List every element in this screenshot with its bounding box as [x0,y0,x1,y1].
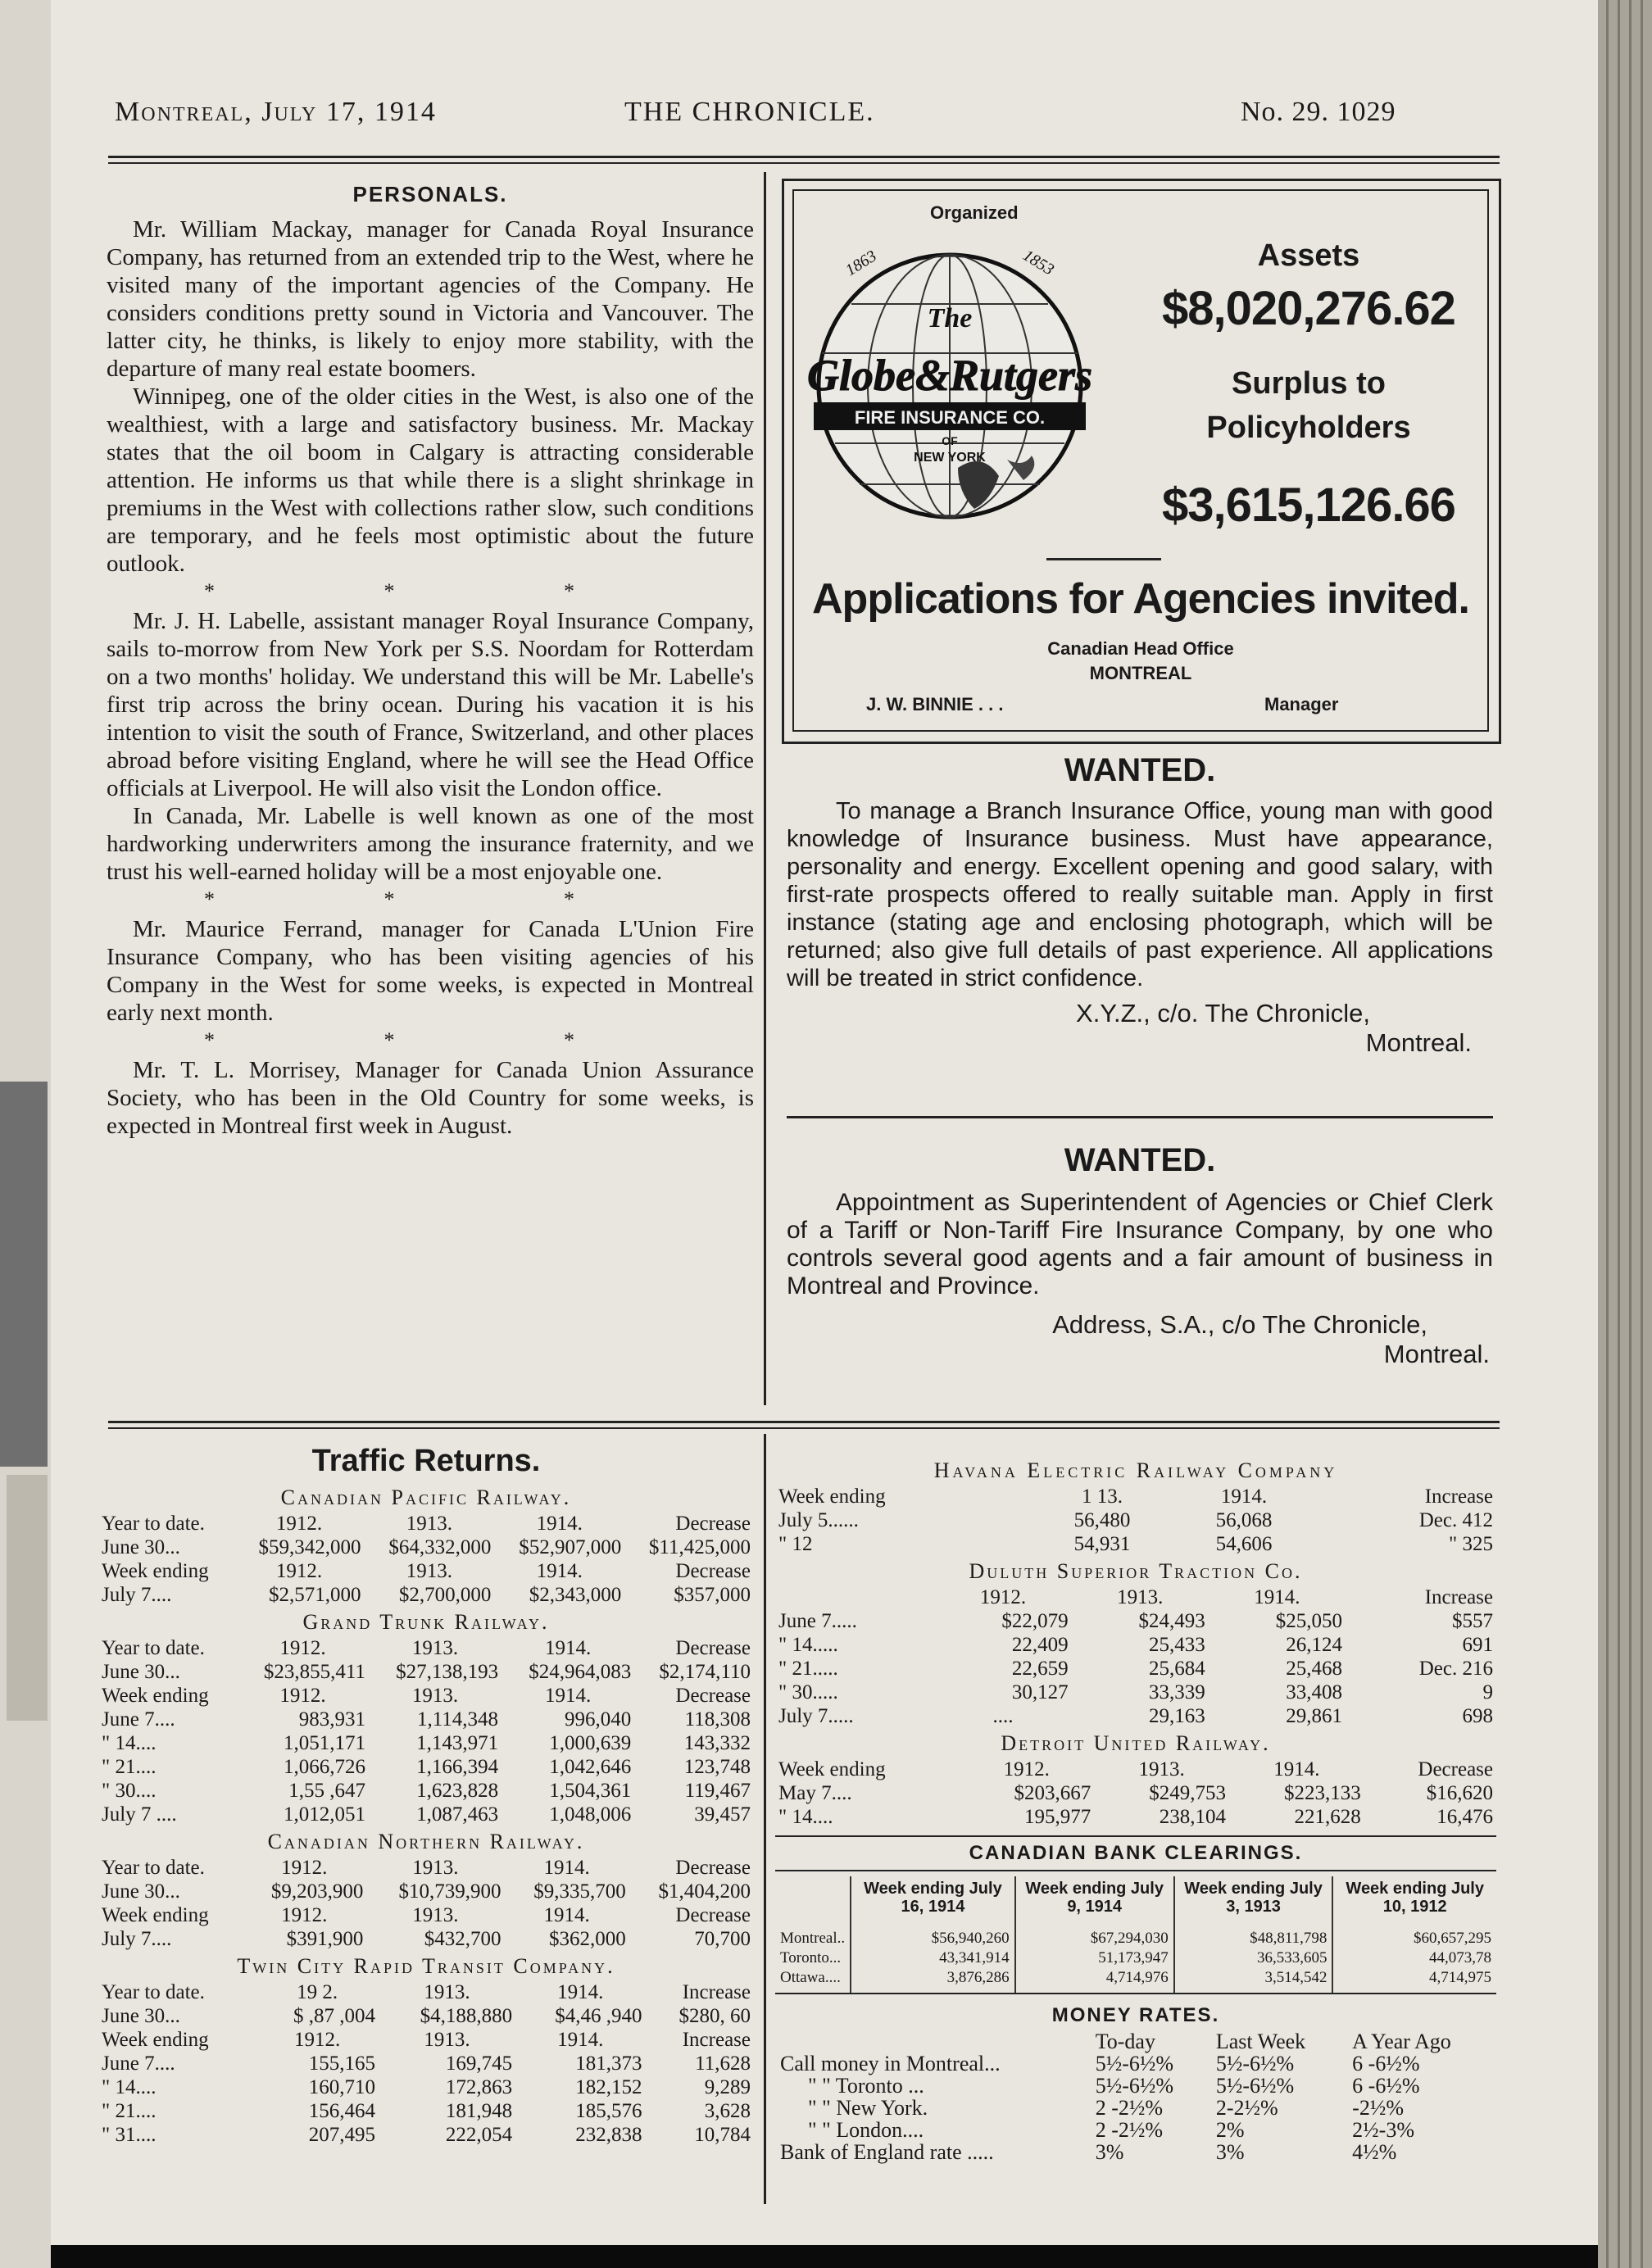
duluth-table: 1912. 1913. 1914. Increase June 7..... $22,079 $24,493 $25,050 $557 " 14..... 22,409 25,433 26,124 691 " 21..... 22,659 25,684 25,468 Dec. 216 " 30..... 30,127 33,339 33,408 9 July 7..... .... 29,163 29,861 698 [778,1586,1493,1727]
traffic-title: Traffic Returns. [311,1444,541,1478]
logo-year-right: 1853 [1019,246,1057,279]
gtr-table: Year to date. 1912. 1913. 1914. Decrease June 30... $23,855,411 $27,138,193 $24,964,083 $2,174,110 Week ending 1912. 1913. 1914. Decrease June 7.... 983,931 1,114,348 996,040 118,308 " 14.... 1,051,171 1,143,971 1,000,639 143,332 " 21.... 1,066,726 1,166,394 1,042,646 123,748 " 30.... 1,55 ,647 1,623,828 1,504,361 119,467 July 7 .... 1,012,051 1,087,463 1,048,006 39,457 [102,1637,751,1826]
wanted-ad-1 [787,752,1493,1058]
manager-title: Manager [1264,694,1339,714]
header-title: THE CHRONICLE. [624,97,875,127]
money-rates-title: MONEY RATES. [1051,2004,1220,2026]
traffic-returns [98,1444,754,2147]
wanted-body: To manage a Branch Insurance Office, young man with good knowledge of Insurance business. Must have appearance, personality and energy. Excellent opening and good salary, with first-rate prospects offered to really suitable man. Apply in first instance (stating age and enclosing photograph, which will be returned; also give full details of past experience. All applications will be treated in strict confidence. [787,798,1493,991]
right-page-edge [1598,0,1652,2268]
assets-value: $8,020,276.62 [1162,282,1455,335]
column-divider-bottom [764,1434,766,2204]
personals-paragraph: In Canada, Mr. Labelle is well known as one of the most hardworking underwriters among the insurance fraternity, and we trust his well-earned holiday will be a most enjoyable one. [107,803,754,885]
logo-the: The [927,303,973,333]
wanted-signature-city: Montreal. [1383,1340,1490,1368]
ad-organized: Organized [930,202,1019,223]
section-separator: * * * [204,887,656,911]
personals-paragraph: Mr. J. H. Labelle, assistant manager Royal Insurance Company, sails to-morrow from New York per S.S. Noordam for Rotterdam on a two months' holiday. We understand this will be Mr. Labelle's first trip across the briny ocean. During his vacation it is his intention to visit the south of France, Switzerland, and other places abroad before visiting England, where he will see the Head Office officials at Liverpool. He will also visit the London office. [107,608,754,801]
logo-name: Globe&Rutgers [806,351,1093,400]
railway-name: Twin City Rapid Transit Company. [237,1954,615,1978]
cpr-table: Year to date. 1912. 1913. 1914. Decrease June 30... $59,342,000 $64,332,000 $52,907,000 $11,425,000 Week ending 1912. 1913. 1914. Decrease July 7.... $2,571,000 $2,700,000 $2,343,000 $357,000 [102,1513,751,1606]
logo-city: NEW YORK [914,451,986,465]
personals-paragraph: Winnipeg, one of the older cities in the West, is also one of the wealthiest, with a large and satisfactory business. Mr. Mackay states that the oil boom in Calgary is attracting considerable attention. He informs us that while there is a slight shrinkage in premiums in the West with collections rather slow, such conditions are temporary, and he feels most optimistic about the future outlook. [107,383,754,577]
twin-city-table: Year to date. 19 2. 1913. 1914. Increase June 30... $ ,87 ,004 $4,188,880 $4,46 ,940 $280, 60 Week ending 1912. 1913. 1914. Increase June 7.... 155,165 169,745 181,373 11,628 " 14.... 160,710 172,863 182,152 9,289 " 21.... 156,464 181,948 185,576 3,628 " 31.... 207,495 222,054 232,838 10,784 [102,1981,751,2146]
header-page-number: No. 29. 1029 [1241,97,1396,127]
personals-paragraph: Mr. Maurice Ferrand, manager for Canada L'Union Fire Insurance Company, who has been visiting agencies of his Company in the West for some weeks, is expected in Montreal early next month. [107,916,754,1026]
clearings-title: CANADIAN BANK CLEARINGS. [969,1842,1303,1864]
company-name: Detroit United Railway. [1001,1731,1271,1755]
surplus-value: $3,615,126.66 [1162,479,1455,532]
wanted-signature: X.Y.Z., c/o. The Chronicle, [1076,999,1370,1027]
right-lower-column [775,1455,1496,2163]
column-divider [764,172,766,1405]
agencies-invited: Applications for Agencies invited. [812,575,1469,623]
company-name: Duluth Superior Traction Co. [969,1559,1303,1583]
logo-year-left: 1863 [842,247,880,280]
header-date: Montreal, July 17, 1914 [115,97,437,127]
bank-clearings-table: Week ending July 16, 1914 Week ending July 9, 1914 Week ending July 3, 1913 Week ending July 10, 1912 Montreal.. $56,940,260 $67,294,030 $48,811,798 $60,657,295 Toronto... 43,341,914 51,173,947 36,533,605 44,073,78 Ottawa.... 3,876,286 4,714,976 3,514,542 4,714,975 [775,1876,1496,1993]
wanted-ad-2 [787,1142,1493,1369]
globe-rutgers-ad [782,179,1501,744]
railway-name: Canadian Pacific Railway. [280,1486,572,1509]
money-rates-table: To-day Last Week A Year Ago Call money in Montreal... 5½-6½% 5½-6½% 6 -6½% " " Toronto ... 5½-6½% 5½-6½% 6 -6½% " " New York. 2 -2½% 2-2½% -2½% " " London.... 2 -2½% 2% 2½-3% Bank of England rate ..... 3% 3% 4½% [780,2030,1451,2164]
head-office: Canadian Head Office [1047,638,1234,659]
logo-of: OF [942,434,958,447]
railway-name: Canadian Northern Railway. [267,1830,585,1853]
surplus-label-2: Policyholders [1206,411,1411,445]
detroit-table: Week ending 1912. 1913. 1914. Decrease May 7.... $203,667 $249,753 $223,133 $16,620 " 14.... 195,977 238,104 221,628 16,476 [778,1758,1493,1828]
logo-band-text: FIRE INSURANCE CO. [854,407,1046,428]
wanted-signature: Address, S.A., c/o The Chronicle, [1052,1310,1427,1339]
wanted-body: Appointment as Superintendent of Agencies or Chief Clerk of a Tariff or Non-Tariff Fire Insurance Company, by one who controls several good agents and a fair amount of business in Montreal and Province. [787,1189,1493,1300]
newspaper-page [51,0,1598,2245]
section-separator: * * * [204,579,656,603]
head-office-city: MONTREAL [1089,663,1192,683]
wanted-title: WANTED. [1064,1142,1216,1178]
surplus-label: Surplus to [1232,366,1386,401]
personals-title: PERSONALS. [352,182,508,206]
manager-name: J. W. BINNIE . . . [866,694,1004,714]
wanted-signature-city: Montreal. [1365,1028,1472,1057]
header-rule [108,156,1500,158]
section-separator: * * * [204,1028,656,1052]
personals-paragraph: Mr. T. L. Morrisey, Manager for Canada Union Assurance Society, who has been in the Old Country for some weeks, is expected in Montreal first week in August. [107,1057,754,1139]
left-page-edge [0,0,51,2268]
cnr-table: Year to date. 1912. 1913. 1914. Decrease June 30... $9,203,900 $10,739,900 $9,335,700 $1,404,200 Week ending 1912. 1913. 1914. Decrease July 7.... $391,900 $432,700 $362,000 70,700 [102,1857,751,1950]
assets-label: Assets [1257,238,1360,273]
personals-column [107,182,754,1140]
havana-table: Week ending 1 13. 1914. Increase July 5...... 56,480 56,068 Dec. 412 " 12 54,931 54,606 " 325 [778,1486,1493,1555]
railway-name: Grand Trunk Railway. [302,1610,550,1634]
personals-paragraph: Mr. William Mackay, manager for Canada Royal Insurance Company, has returned from an extended trip to the West, where he visited many of the important agencies of the Company. He considers conditions pretty sound in Victoria and Vancouver. The latter city, he thinks, is likely to enjoy more stability, with the departure of many real estate boomers. [107,216,754,382]
globe-logo [802,222,1097,533]
company-name: Havana Electric Railway Company [933,1458,1338,1482]
wanted-title: WANTED. [1064,752,1216,788]
